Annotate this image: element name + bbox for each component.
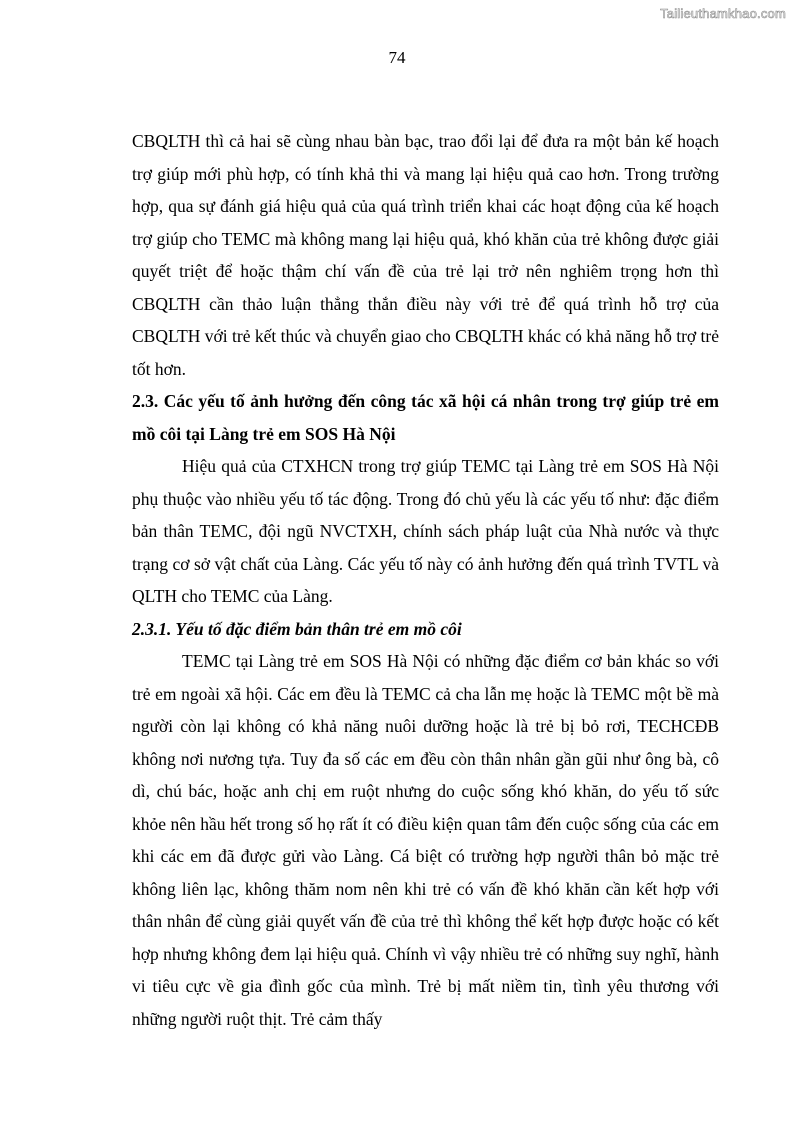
- paragraph-intro-factors: Hiệu quả của CTXHCN trong trợ giúp TEMC tại Làng trẻ em SOS Hà Nội phụ thuộc vào nhiều yếu tố tác động. Trong đó chủ yếu là các yếu tố như: đặc điểm bản thân TEMC, đội ngũ NVCTXH, chính sách pháp luật của Nhà nước và thực trạng cơ sở vật chất của Làng. Các yếu tố này có ảnh hưởng đến quá trình TVTL và QLTH cho TEMC của Làng.: [132, 456, 719, 606]
- paragraph-continuation: CBQLTH thì cả hai sẽ cùng nhau bàn bạc, trao đổi lại để đưa ra một bản kế hoạch trợ giúp mới phù hợp, có tính khả thi và mang lại hiệu quả cao hơn. Trong trường hợp, qua sự đánh giá hiệu quả của quá trình triển khai các hoạt động của kế hoạch trợ giúp cho TEMC mà không mang lại hiệu quả, khó khăn của trẻ không được giải quyết triệt để hoặc thậm chí vấn đề của trẻ lại trở nên nghiêm trọng hơn thì CBQLTH cần thảo luận thẳng thắn điều này với trẻ để quá trình hỗ trợ của CBQLTH với trẻ kết thúc và chuyển giao cho CBQLTH khác có khả năng hỗ trợ trẻ tốt hơn.: [132, 131, 719, 379]
- subsection-heading-2-3-1: 2.3.1. Yếu tố đặc điểm bản thân trẻ em mồ côi: [132, 618, 462, 639]
- page-number: 74: [388, 48, 406, 67]
- watermark-text: Tailieuthamkhao.com: [660, 6, 786, 21]
- paragraph-orphan-characteristics: TEMC tại Làng trẻ em SOS Hà Nội có những đặc điểm cơ bản khác so với trẻ em ngoài xã hội. Các em đều là TEMC cả cha lẫn mẹ hoặc là TEMC một bề mà người còn lại không có khả năng nuôi dưỡng hoặc là trẻ bị bỏ rơi, TECHCĐB không nơi nương tựa. Tuy đa số các em đều còn thân nhân gần gũi như ông bà, cô dì, chú bác, hoặc anh chị em ruột nhưng do cuộc sống khó khăn, do yếu tố sức khỏe nên hầu hết trong số họ rất ít có điều kiện quan tâm đến cuộc sống của các em khi các em đã được gửi vào Làng. Cá biệt có trường hợp người thân bỏ mặc trẻ không liên lạc, không thăm nom nên khi trẻ có vấn đề khó khăn cần kết hợp với thân nhân để cùng giải quyết vấn đề của trẻ thì không thể kết hợp được hoặc có kết hợp nhưng không đem lại hiệu quả. Chính vì vậy nhiều trẻ có những suy nghĩ, hành vi tiêu cực về gia đình gốc của mình. Trẻ bị mất niềm tin, tình yêu thương với những người ruột thịt. Trẻ cảm thấy: [132, 651, 719, 1029]
- document-body: [132, 125, 719, 1035]
- section-heading-2-3: 2.3. Các yếu tố ảnh hưởng đến công tác xã hội cá nhân trong trợ giúp trẻ em mồ côi tại Làng trẻ em SOS Hà Nội: [132, 391, 719, 444]
